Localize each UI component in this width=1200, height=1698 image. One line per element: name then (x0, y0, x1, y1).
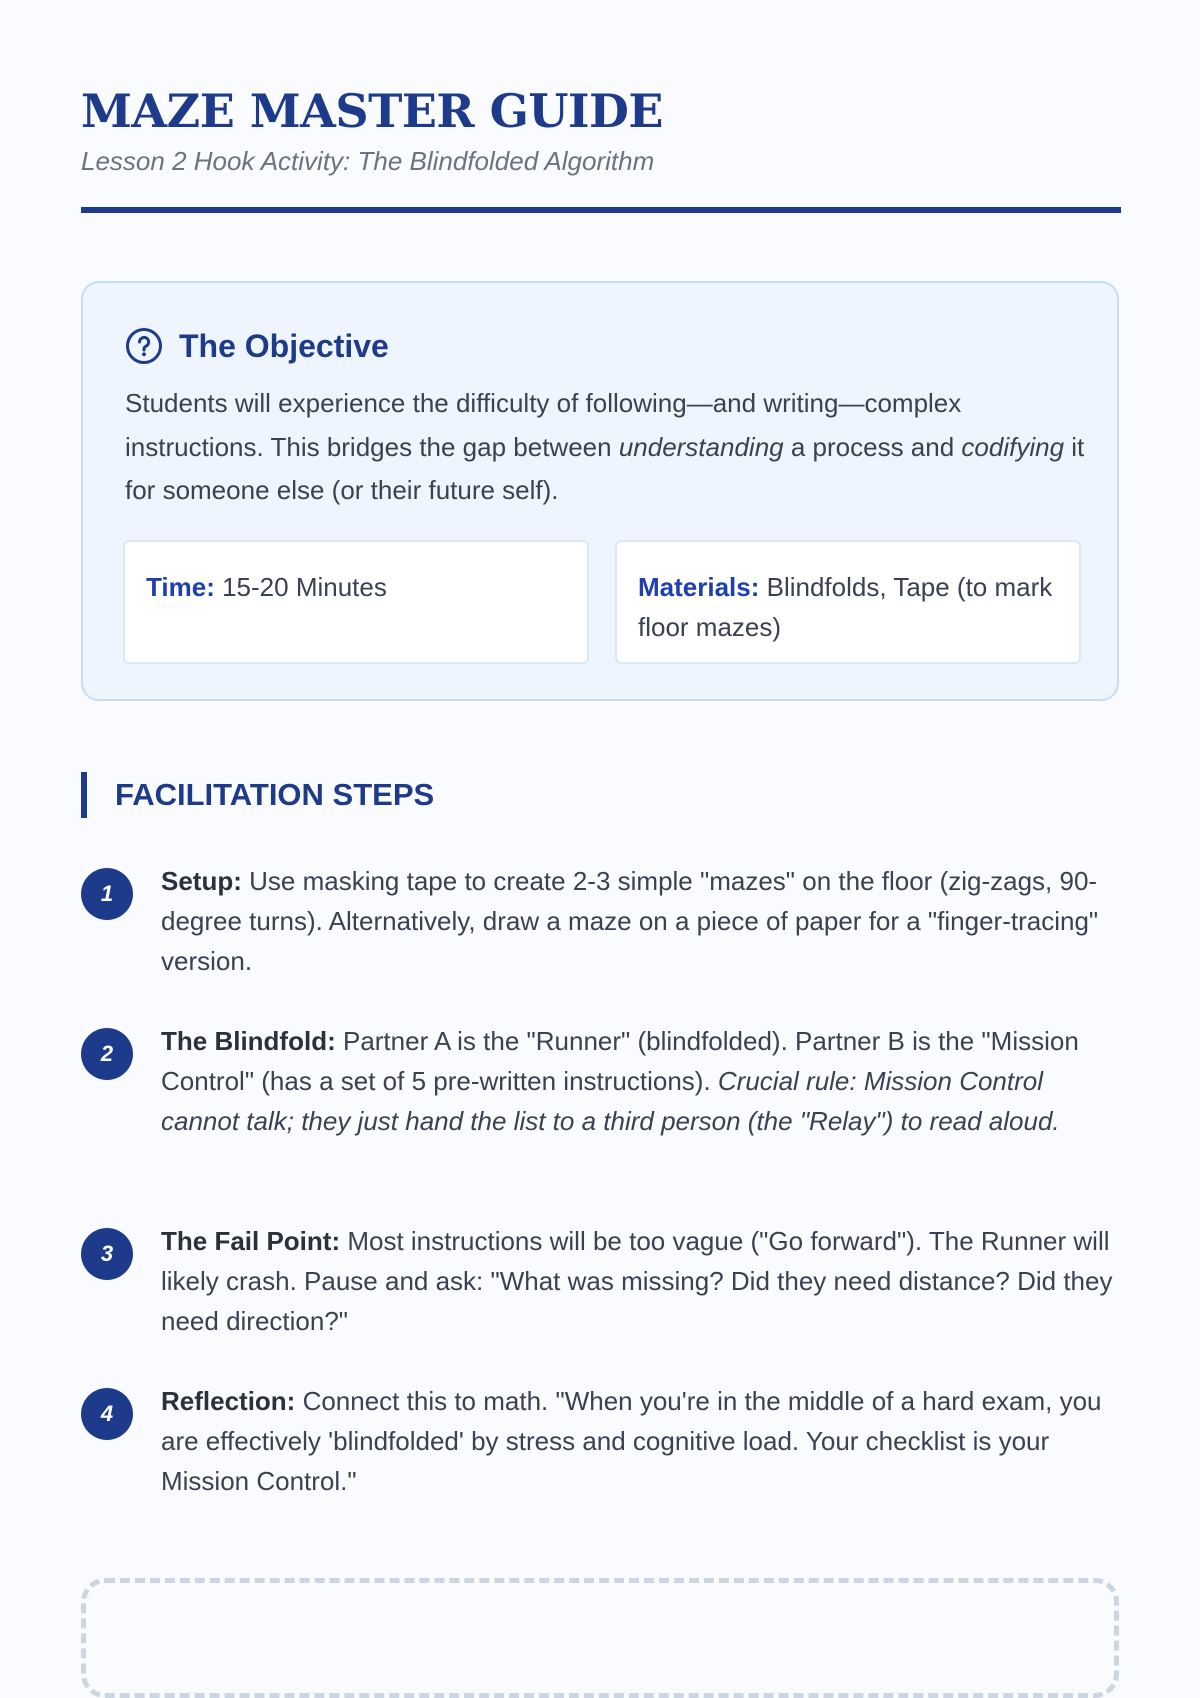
objective-box (81, 281, 1119, 701)
objective-text-part: a process and (783, 431, 962, 462)
step-crucial-rule: Crucial rule: Mission Control cannot talk; they just hand the list to a third person (the "Relay") to read aloud. (161, 1066, 1060, 1136)
question-circle-icon (125, 327, 163, 365)
step-number-badge: 1 (81, 868, 133, 920)
step-number-badge: 2 (81, 1028, 133, 1080)
materials-card (615, 540, 1081, 664)
step-number-badge: 4 (81, 1388, 133, 1440)
step-body: Use masking tape to create 2-3 simple "mazes" on the floor (zig-zags, 90-degree turns). Alternatively, draw a maze on a piece of paper for a "finger-tracing" version. (161, 866, 1099, 976)
step-body: Connect this to math. "When you're in the middle of a hard exam, you are effectively 'blindfolded' by stress and cognitive load. Your checklist is your Mission Control." (161, 1386, 1102, 1496)
materials-label: Materials: (638, 572, 760, 602)
page-title: MAZE MASTER GUIDE (81, 84, 663, 138)
step-label: Reflection: (161, 1386, 296, 1416)
step-body: Most instructions will be too vague ("Go forward"). The Runner will likely crash. Pause and ask: "What was missing? Did they need distance? Did they need direction?" (161, 1226, 1113, 1336)
step-body: Partner A is the "Runner" (blindfolded). Partner B is the "Mission Control" (has a set of 5 pre-written instructions). (161, 1026, 1079, 1096)
step-number-badge: 3 (81, 1228, 133, 1280)
time-label: Time: (146, 572, 215, 602)
step-text (161, 1021, 1126, 1141)
objective-title: The Objective (179, 327, 389, 364)
objective-text-part: Students will experience the difficulty of following—and writing—complex instructions. This bridges the gap between (125, 388, 962, 462)
facilitation-heading: FACILITATION STEPS (81, 772, 434, 818)
objective-header (125, 327, 389, 365)
time-value: 15-20 Minutes (214, 572, 387, 602)
objective-text-part: it for someone else (or their future self). (125, 431, 1085, 505)
step-text (161, 1381, 1126, 1501)
step-label: The Blindfold: (161, 1026, 336, 1056)
objective-emphasis-codifying: codifying (961, 431, 1065, 462)
objective-text (125, 382, 1085, 513)
dashed-callout-box (81, 1578, 1119, 1698)
step-label: The Fail Point: (161, 1226, 341, 1256)
header-divider (81, 207, 1121, 213)
objective-emphasis-understanding: understanding (618, 431, 784, 462)
materials-value: Blindfolds, Tape (to mark floor mazes) (638, 572, 1053, 642)
time-card (123, 540, 589, 664)
page-subtitle: Lesson 2 Hook Activity: The Blindfolded Algorithm (81, 146, 655, 176)
step-text (161, 1221, 1126, 1341)
step-label: Setup: (161, 866, 242, 896)
step-text (161, 861, 1126, 981)
